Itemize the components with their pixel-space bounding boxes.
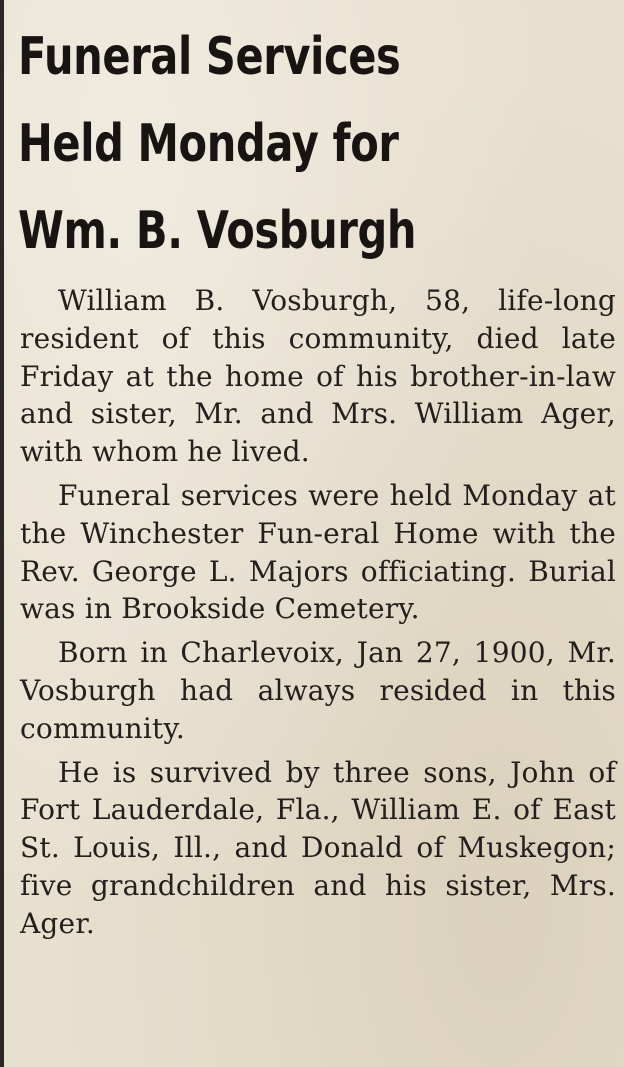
paragraph-funeral-services: Funeral services were held Monday at the Winchester Fun-eral Home with the Rev. George L. Majors officiating. Burial was in Brookside Cemetery. <box>20 478 616 626</box>
paragraph-death-notice: William B. Vosburgh, 58, life-long resident of this community, died late Friday at the home of his brother-in-law and sister, Mr. and Mrs. William Ager, with whom he lived. <box>20 284 616 469</box>
article-body <box>20 282 616 943</box>
headline <box>18 14 498 275</box>
headline-line-3: Wm. B. Vosburgh <box>18 201 417 261</box>
paragraph-birth: Born in Charlevoix, Jan 27, 1900, Mr. Vosburgh had always resided in this community. <box>20 636 616 745</box>
paragraph-survivors: He is survived by three sons, John of Fort Lauderdale, Fla., William E. of East St. Louis, Ill., and Donald of Muskegon; five grandchildren and his sister, Mrs. Ager. <box>20 755 616 940</box>
headline-line-1: Funeral Services <box>18 27 401 87</box>
headline-line-2: Held Monday for <box>18 114 399 174</box>
